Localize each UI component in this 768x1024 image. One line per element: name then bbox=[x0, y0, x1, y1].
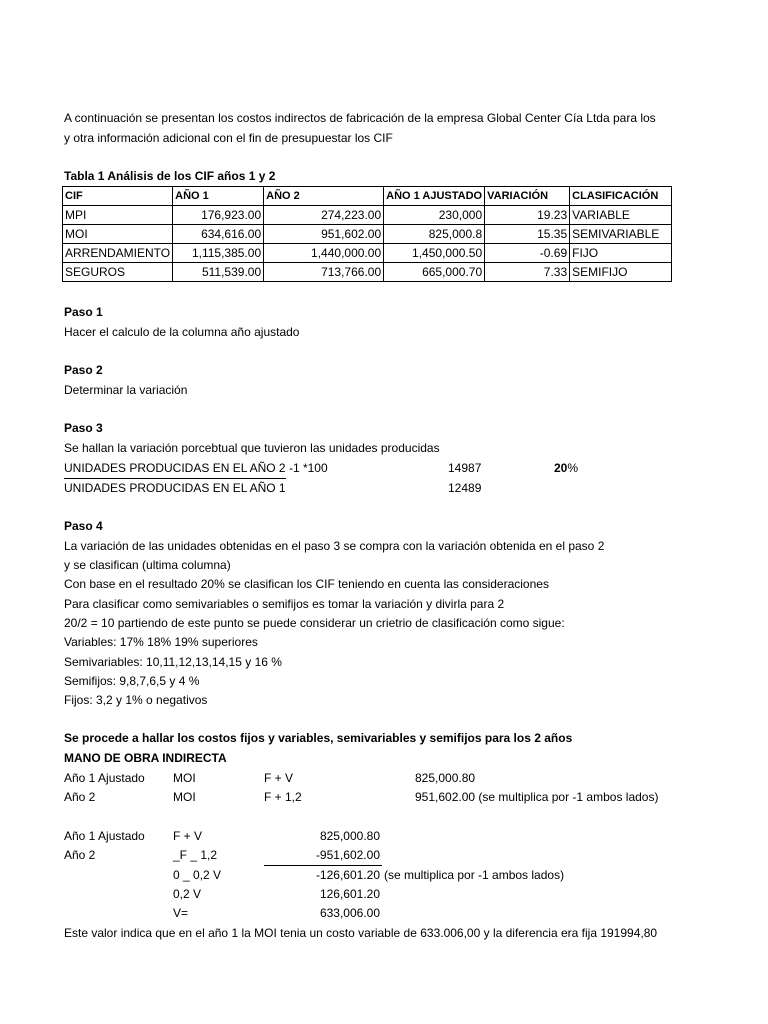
header-clasificacion: CLASIFICACIÓN bbox=[570, 187, 672, 206]
eq2-row1-label: Año 1 Ajustado bbox=[64, 829, 145, 843]
eq2-row1-formula: F + V bbox=[173, 829, 203, 843]
eq1-row1-label: Año 1 Ajustado bbox=[64, 771, 145, 785]
eq1-row1-value: 825,000.80 bbox=[415, 771, 476, 785]
cif-table bbox=[62, 186, 672, 282]
header-variacion: VARIACIÓN bbox=[485, 187, 570, 206]
step-3-denominator-label: UNIDADES PRODUCIDAS EN EL AÑO 1 bbox=[64, 481, 286, 495]
cell-ano-2: 1,440,000.00 bbox=[264, 244, 384, 263]
eq2-row2-label: Año 2 bbox=[64, 848, 96, 862]
eq2-row5-formula: V= bbox=[173, 906, 189, 920]
table-row bbox=[63, 244, 672, 263]
step-1-text: Hacer el calculo de la columna año ajustado bbox=[64, 325, 300, 339]
cell-ajustado: 230,000 bbox=[384, 206, 485, 225]
cell-cif: SEGUROS bbox=[63, 263, 173, 282]
cell-variacion: -0.69 bbox=[485, 244, 570, 263]
step-3-numerator-label: UNIDADES PRODUCIDAS EN EL AÑO 2 -1 *100 bbox=[64, 461, 328, 475]
step-3-result-value: 20 bbox=[554, 461, 568, 475]
eq2-row2-formula: _F _ 1,2 bbox=[173, 848, 218, 862]
intro-line-2: y otra información adicional con el fin de presupuestar los CIF bbox=[64, 131, 393, 145]
cell-ano-1: 176,923.00 bbox=[173, 206, 264, 225]
eq2-row4-value: 126,601.20 bbox=[319, 887, 380, 901]
cell-ano-1: 1,115,385.00 bbox=[173, 244, 264, 263]
step-3-text: Se hallan la variación porcebtual que tuvieron las unidades producidas bbox=[64, 441, 440, 455]
cell-ano-2: 951,602.00 bbox=[264, 225, 384, 244]
cell-ajustado: 825,000.8 bbox=[384, 225, 485, 244]
step-2-title: Paso 2 bbox=[64, 363, 103, 377]
step-4-title: Paso 4 bbox=[64, 519, 103, 533]
eq2-row3-formula: 0 _ 0,2 V bbox=[173, 868, 222, 882]
header-ano-1: AÑO 1 bbox=[173, 187, 264, 206]
eq1-row2-code: MOI bbox=[173, 790, 196, 804]
cell-cif: MOI bbox=[63, 225, 173, 244]
intro-line-1: A continuación se presentan los costos indirectos de fabricación de la empresa Global Center Cía Ltda para los bbox=[64, 111, 656, 125]
eq1-row2-value: 951,602.00 (se multiplica por -1 ambos lados) bbox=[415, 790, 659, 804]
eq2-row4-formula: 0,2 V bbox=[173, 887, 202, 901]
calc-intro: Se procede a hallar los costos fijos y variables, semivariables y semifijos para los 2 años bbox=[64, 731, 573, 745]
step-4-line: 20/2 = 10 partiendo de este punto se puede considerar un crietrio de clasificación como sigue: bbox=[64, 616, 565, 630]
calc-conclusion: Este valor indica que en el año 1 la MOI tenia un costo variable de 633.006,00 y la diferencia era fija 191994,80 bbox=[64, 926, 658, 940]
eq1-row2-formula: F + 1,2 bbox=[264, 790, 302, 804]
step-4-line: Para clasificar como semivariables o semifijos es tomar la variación y divirla para 2 bbox=[64, 597, 505, 611]
eq2-row3-note: (se multiplica por -1 ambos lados) bbox=[384, 868, 565, 882]
eq1-row2-label: Año 2 bbox=[64, 790, 96, 804]
step-4-line: La variación de las unidades obtenidas en el paso 3 se compra con la variación obtenida en el paso 2 bbox=[64, 539, 605, 553]
cell-variacion: 15.35 bbox=[485, 225, 570, 244]
step-4-line: Variables: 17% 18% 19% superiores bbox=[64, 635, 258, 649]
cell-ano-1: 511,539.00 bbox=[173, 263, 264, 282]
step-3-numerator-value: 14987 bbox=[448, 461, 482, 475]
step-1-title: Paso 1 bbox=[64, 305, 103, 319]
header-ano-2: AÑO 2 bbox=[264, 187, 384, 206]
eq2-row3-value: -126,601.20 bbox=[315, 868, 380, 882]
cell-ano-1: 634,616.00 bbox=[173, 225, 264, 244]
cell-clasificacion: FIJO bbox=[570, 244, 672, 263]
step-2-text: Determinar la variación bbox=[64, 383, 188, 397]
cell-cif: MPI bbox=[63, 206, 173, 225]
eq2-row1-value: 825,000.80 bbox=[319, 829, 380, 843]
table-row bbox=[63, 206, 672, 225]
step-4-line: Semifijos: 9,8,7,6,5 y 4 % bbox=[64, 674, 200, 688]
calc-heading: MANO DE OBRA INDIRECTA bbox=[64, 751, 227, 765]
step-4-line: Con base en el resultado 20% se clasifican los CIF teniendo en cuenta las consideraciones bbox=[64, 577, 549, 591]
eq1-row1-formula: F + V bbox=[264, 771, 294, 785]
cell-cif: ARRENDAMIENTO bbox=[63, 244, 173, 263]
step-4-line: Fijos: 3,2 y 1% o negativos bbox=[64, 693, 208, 707]
eq2-row2-value: -951,602.00 bbox=[315, 848, 380, 862]
header-cif: CIF bbox=[63, 187, 173, 206]
table-header-row bbox=[63, 187, 672, 206]
cell-ajustado: 665,000.70 bbox=[384, 263, 485, 282]
fraction-line bbox=[64, 478, 286, 479]
cell-variacion: 7.33 bbox=[485, 263, 570, 282]
eq2-row5-value: 633,006.00 bbox=[319, 906, 380, 920]
step-4-line: y se clasifican (ultima columna) bbox=[64, 558, 231, 572]
eq1-row1-code: MOI bbox=[173, 771, 196, 785]
cell-clasificacion: SEMIVARIABLE bbox=[570, 225, 672, 244]
header-ano-1-ajustado: AÑO 1 AJUSTADO bbox=[384, 187, 485, 206]
step-3-result-unit: % bbox=[567, 461, 579, 475]
cell-clasificacion: VARIABLE bbox=[570, 206, 672, 225]
sum-line bbox=[264, 865, 382, 866]
cell-variacion: 19.23 bbox=[485, 206, 570, 225]
step-3-title: Paso 3 bbox=[64, 421, 103, 435]
table-title: Tabla 1 Análisis de los CIF años 1 y 2 bbox=[64, 169, 276, 183]
table-row bbox=[63, 225, 672, 244]
cell-ano-2: 274,223.00 bbox=[264, 206, 384, 225]
cell-ajustado: 1,450,000.50 bbox=[384, 244, 485, 263]
table-row bbox=[63, 263, 672, 282]
step-3-result bbox=[554, 460, 578, 476]
step-3-denominator-value: 12489 bbox=[448, 481, 482, 495]
cell-clasificacion: SEMIFIJO bbox=[570, 263, 672, 282]
cell-ano-2: 713,766.00 bbox=[264, 263, 384, 282]
step-4-line: Semivariables: 10,11,12,13,14,15 y 16 % bbox=[64, 655, 282, 669]
